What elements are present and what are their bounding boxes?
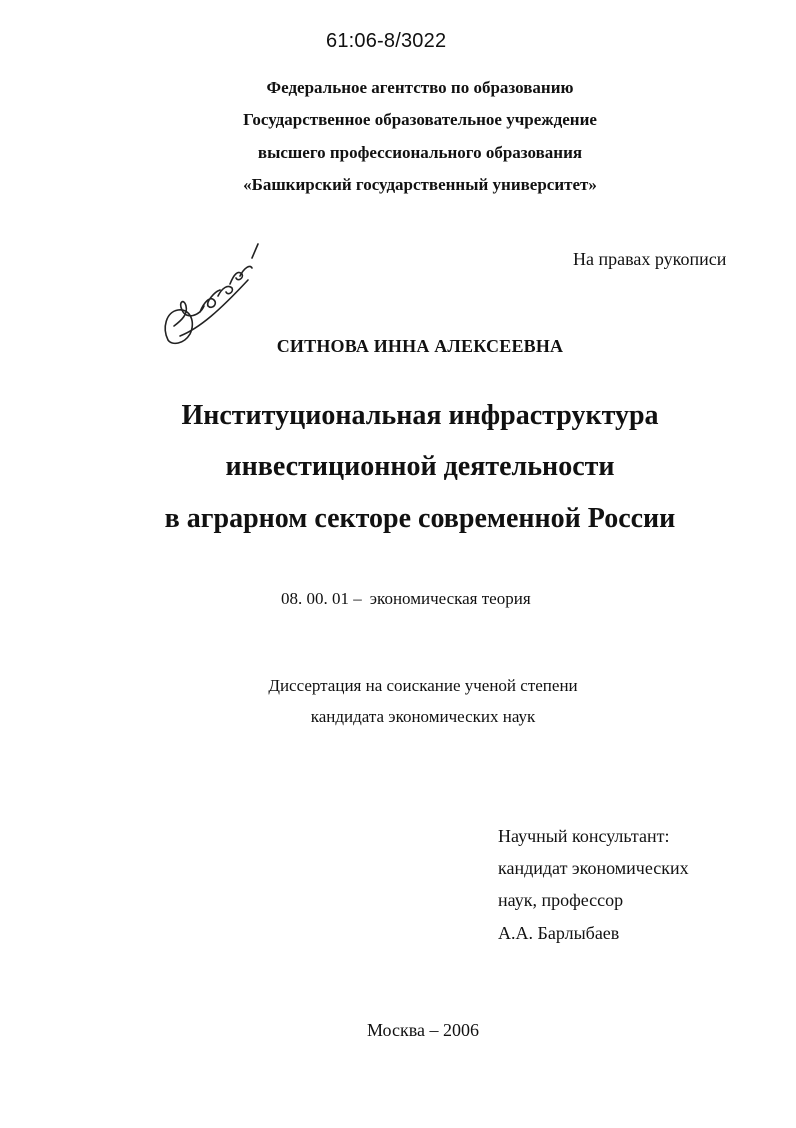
specialty-name: экономическая теория [369, 589, 531, 608]
author-name: СИТНОВА ИННА АЛЕКСЕЕВНА [276, 336, 564, 356]
catalog-number: 61:06-8/3022 [326, 30, 447, 52]
advisor-line-2: кандидат экономических [498, 858, 689, 878]
organization-line-4: «Башкирский государственный университет» [243, 175, 597, 194]
title-line-1: Институциональная инфраструктура [181, 400, 659, 431]
advisor-line-3: наук, профессор [498, 890, 624, 910]
organization-line-1: Федеральное агентство по образованию [266, 78, 574, 97]
city-year: Москва – 2006 [367, 1020, 479, 1040]
title-line-3: в аграрном секторе современной России [164, 503, 676, 534]
dissertation-line-2: кандидата экономических наук [310, 707, 536, 726]
specialty [281, 589, 531, 609]
specialty-code: 08. 00. 01 – [281, 589, 362, 608]
advisor-line-1: Научный консультант: [498, 826, 670, 846]
dissertation-line-1: Диссертация на соискание ученой степени [268, 676, 578, 695]
organization-line-2: Государственное образовательное учреждение [243, 110, 597, 129]
manuscript-note: На правах рукописи [573, 249, 727, 269]
title-line-2: инвестиционной деятельности [225, 451, 615, 482]
organization-line-3: высшего профессионального образования [257, 143, 583, 162]
advisor-line-4: А.А. Барлыбаев [498, 923, 620, 943]
